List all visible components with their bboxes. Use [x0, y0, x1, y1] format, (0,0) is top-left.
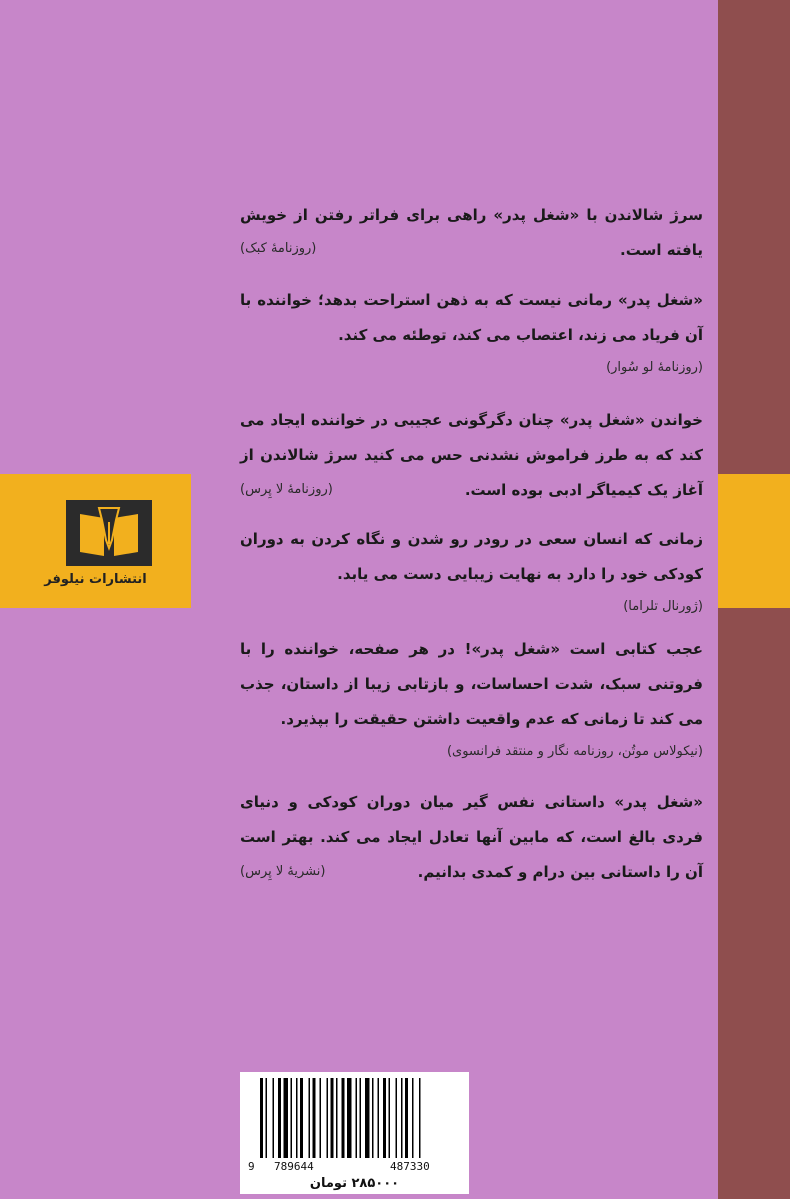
isbn-prefix: 9	[248, 1160, 255, 1173]
publisher-name: انتشارات نیلوفر	[44, 572, 147, 587]
review-source: (روزنامهٔ لا پِرس)	[240, 482, 333, 497]
review-source: (روزنامهٔ لو سُوار)	[606, 360, 703, 375]
review-source: (نیکولاس موتُن، روزنامه نگار و منتقد فرانسوی)	[446, 744, 703, 759]
review-text: «شغل پدر» رمانی نیست که به ذهن استراحت بدهد؛ خواننده با آن فریاد می زند، اعتصاب می کند، توطئه می کند.	[240, 291, 703, 344]
price: ۲۸۵۰۰۰ تومان	[309, 1176, 400, 1191]
review-source: (روزنامهٔ کبک)	[240, 241, 317, 256]
review-text: «شغل پدر» داستانی نفس گیر میان دوران کودکی و دنیای فردی بالغ است، که مابین آنها تعادل ایجاد می کند. بهتر است آن را داستانی بین درام و کمدی بدانیم.	[240, 793, 703, 881]
barcode	[240, 1072, 469, 1194]
review-text: عجب کتابی است «شغل پدر»! در هر صفحه، خواننده را با فروتنی سبک، شدت احساسات، و بازتابی زیبا از داستان، جذب می کند تا زمانی که عدم واقعیت داشتن حقیقت را بپذیرد.	[240, 640, 703, 728]
barcode-bars	[260, 1078, 450, 1158]
review-2	[240, 283, 703, 383]
review-5	[240, 632, 703, 767]
review-text: خواندن «شغل پدر» چنان دگرگونی عجیبی در خواننده ایجاد می کند که به طرز فراموش نشدنی حس می کنید سرژ شالاندن از آغاز یک کیمیاگر ادبی بوده است.	[240, 411, 703, 499]
review-source: (ژورنال تلراما)	[623, 599, 703, 614]
spine-yellow-band	[718, 474, 790, 608]
isbn-left-group: 789644	[274, 1160, 314, 1173]
review-source: (نشریهٔ لا پِرس)	[240, 864, 326, 879]
isbn-right-group: 487330	[390, 1160, 430, 1173]
review-text: زمانی که انسان سعی در رودر رو شدن و نگاه کردن به دوران کودکی خود را دارد به نهایت زیبایی دست می یابد.	[240, 530, 703, 583]
review-4	[240, 522, 703, 622]
review-3	[240, 403, 703, 505]
review-text: سرژ شالاندن با «شغل پدر» راهی برای فراتر رفتن از خویش یافته است.	[240, 206, 703, 259]
book-pen-icon	[66, 500, 152, 566]
review-1	[240, 198, 703, 264]
review-6	[240, 785, 703, 887]
